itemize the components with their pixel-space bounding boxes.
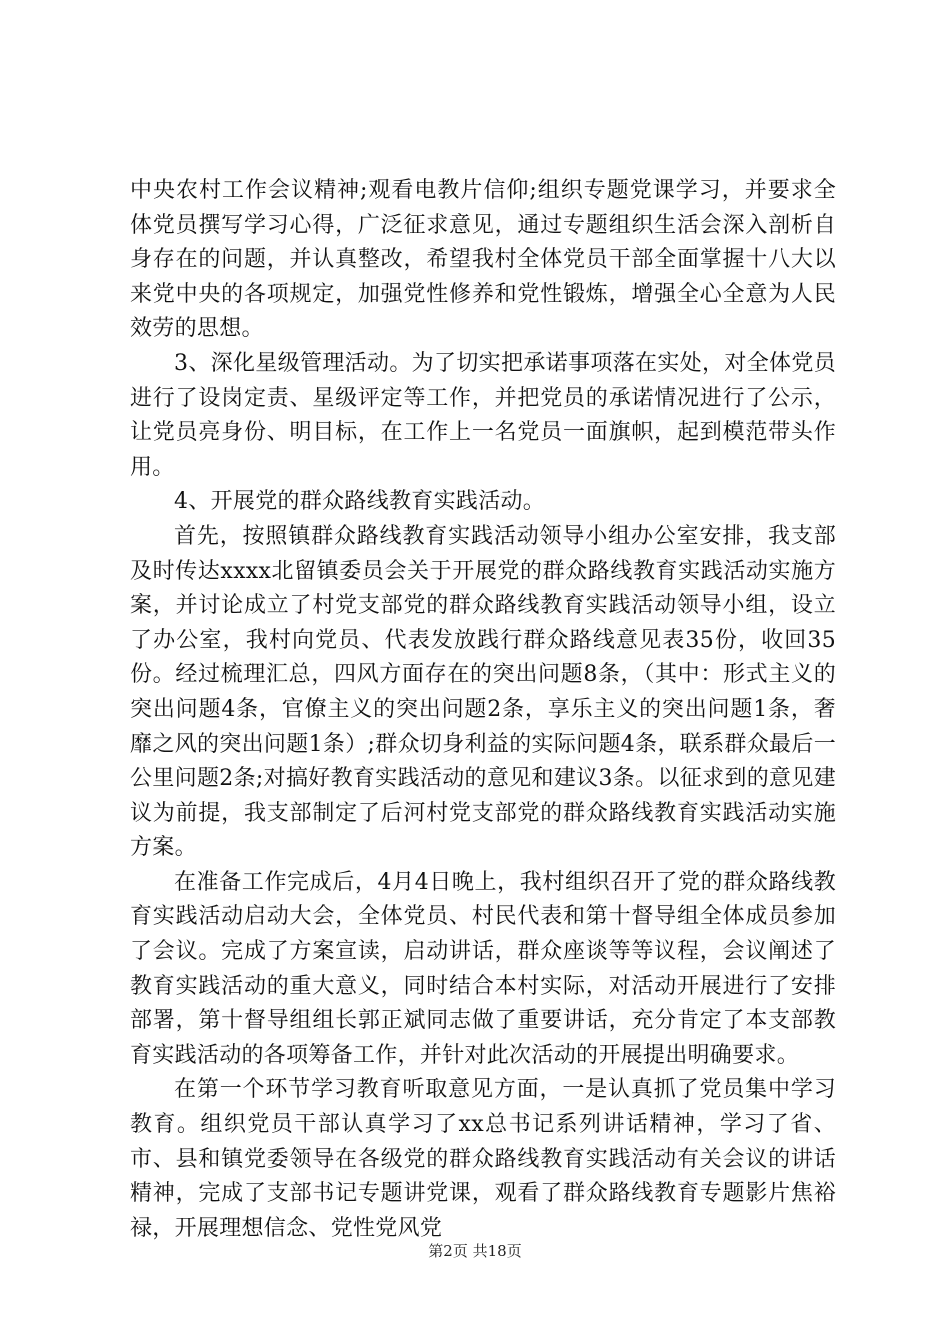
paragraph-5: 在准备工作完成后，4月4日晚上，我村组织召开了党的群众路线教育实践活动启动大会，全体党员、村民代表和第十督导组全体成员参加了会议。完成了方案宣读，启动讲话，群众座谈等等议程，会议阐述了教育实践活动的重大意义，同时结合本村实际，对活动开展进行了安排部署，第十督导组组长郭正斌同志做了重要讲话，充分肯定了本支部教育实践活动的各项筹备工作，并针对此次活动的开展提出明确要求。 <box>130 869 836 1068</box>
paragraph-1: 中央农村工作会议精神;观看电教片信仰;组织专题党课学习，并要求全体党员撰写学习心得，广泛征求意见，通过专题组织生活会深入剖析自身存在的问题，并认真整改，希望我村全体党员干部全面掌握十八大以来党中央的各项规定，加强党性修养和党性锻炼，增强全心全意为人民效劳的思想。 <box>130 178 836 342</box>
page-footer: 第2页 共18页 <box>428 1242 522 1260</box>
document-body <box>130 174 836 1246</box>
paragraph-3: 4、开展党的群众路线教育实践活动。 <box>174 489 546 515</box>
paragraph-2: 3、深化星级管理活动。为了切实把承诺事项落在实处，对全体党员进行了设岗定责、星级评定等工作，并把党员的承诺情况进行了公示，让党员亮身份、明目标，在工作上一名党员一面旗帜，起到模范带头作用。 <box>130 350 836 480</box>
paragraph-6: 在第一个环节学习教育听取意见方面，一是认真抓了党员集中学习教育。组织党员干部认真学习了xx总书记系列讲话精神，学习了省、市、县和镇党委领导在各级党的群众路线教育实践活动有关会议的讲话精神，完成了支部书记专题讲党课，观看了群众路线教育专题影片焦裕禄，开展理想信念、党性党风党 <box>130 1077 836 1241</box>
paragraph-4: 首先，按照镇群众路线教育实践活动领导小组办公室安排，我支部及时传达xxxx北留镇委员会关于开展党的群众路线教育实践活动实施方案，并讨论成立了村党支部党的群众路线教育实践活动领导小组，设立了办公室，我村向党员、代表发放践行群众路线意见表35份，收回35份。经过梳理汇总，四风方面存在的突出问题8条，（其中：形式主义的突出问题4条，官僚主义的突出问题2条，享乐主义的突出问题1条，奢靡之风的突出问题1条）;群众切身利益的实际问题4条，联系群众最后一公里问题2条;对搞好教育实践活动的意见和建议3条。以征求到的意见建议为前提，我支部制定了后河村党支部党的群众路线教育实践活动实施方案。 <box>130 523 836 861</box>
